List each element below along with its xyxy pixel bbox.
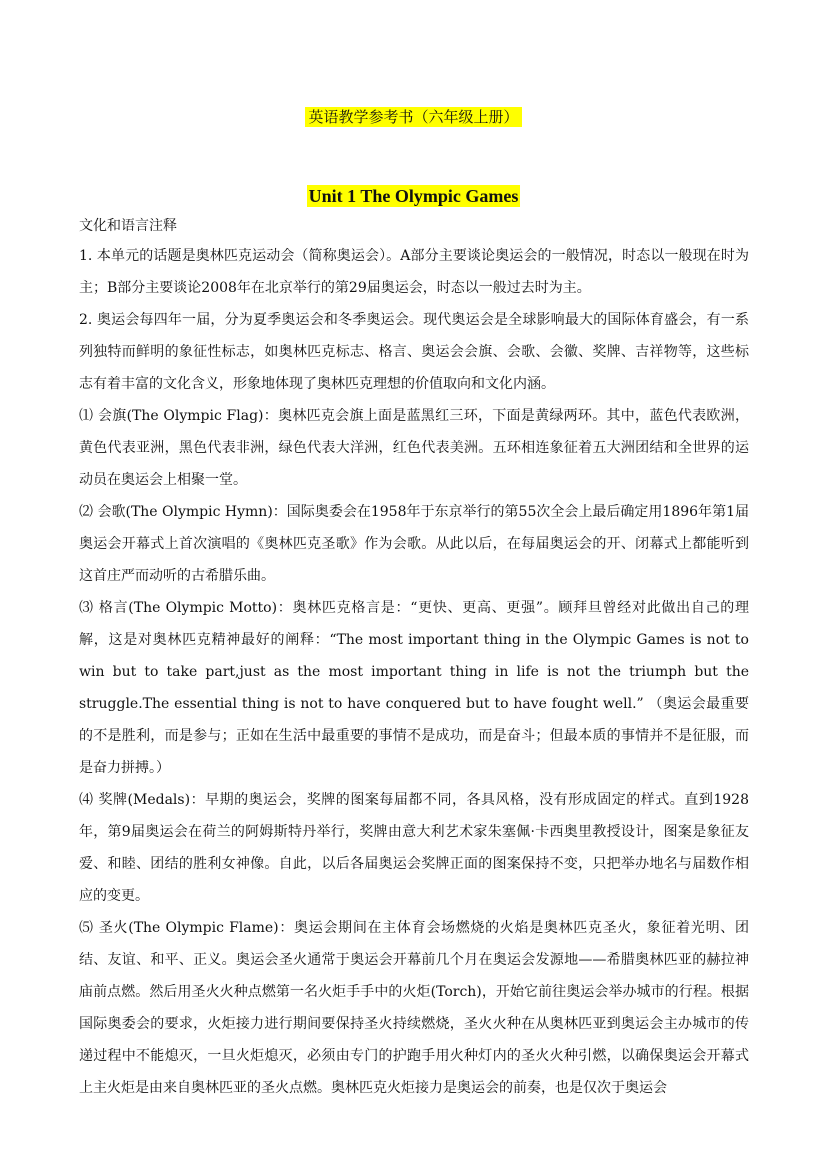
paragraph-olympic-overview: 2. 奥运会每四年一届，分为夏季奥运会和冬季奥运会。现代奥运会是全球影响最大的国际体育盛会，有一系列独特而鲜明的象征性标志，如奥林匹克标志、格言、奥运会会旗、会歌、会徽、奖牌、吉祥物等，这些标志有着丰富的文化含义，形象地体现了奥林匹克理想的价值取向和文化内涵。 <box>79 312 749 392</box>
document-body <box>79 212 749 1104</box>
paragraph-medals: ⑷ 奖牌(Medals)：早期的奥运会，奖牌的图案每届都不同，各具风格，没有形成固定的样式。直到1928年，第9届奥运会在荷兰的阿姆斯特丹举行，奖牌由意大利艺术家朱塞佩·卡西奥里教授设计，图案是象征友爱、和睦、团结的胜利女神像。自此，以后各届奥运会奖牌正面的图案保持不变，只把举办地名与届数作相应的变更。 <box>79 792 749 904</box>
paragraph-olympic-hymn: ⑵ 会歌(The Olympic Hymn)：国际奥委会在1958年于东京举行的第55次全会上最后确定用1896年第1届奥运会开幕式上首次演唱的《奥林匹克圣歌》作为会歌。从此以后，在每届奥运会的开、闭幕式上都能听到这首庄严而动听的古希腊乐曲。 <box>79 504 749 584</box>
paragraph-olympic-motto: ⑶ 格言(The Olympic Motto)：奥林匹克格言是：“更快、更高、更强”。顾拜旦曾经对此做出自己的理解，这是对奥林匹克精神最好的阐释：“The most important thing in the Olympic Games is not to win but to take part,just as the most important thing in life is not the triumph but the struggle.The essential thing is not to have conquered but to have fought well.” （奥运会最重要的不是胜利，而是参与；正如在生活中最重要的事情不是成功，而是奋斗；但最本质的事情并不是征服，而是奋力拼搏。） <box>79 600 749 776</box>
unit-title <box>0 184 827 208</box>
paragraph-olympic-flag: ⑴ 会旗(The Olympic Flag)：奥林匹克会旗上面是蓝黑红三环，下面是黄绿两环。其中，蓝色代表欧洲，黄色代表亚洲，黑色代表非洲，绿色代表大洋洲，红色代表美洲。五环相连象征着五大洲团结和全世界的运动员在奥运会上相聚一堂。 <box>79 408 749 488</box>
paragraph-topic: 1. 本单元的话题是奥林匹克运动会（简称奥运会）。A部分主要谈论奥运会的一般情况，时态以一般现在时为主；B部分主要谈论2008年在北京举行的第29届奥运会，时态以一般过去时为主。 <box>79 248 749 296</box>
paragraph-olympic-flame: ⑸ 圣火(The Olympic Flame)：奥运会期间在主体育会场燃烧的火焰是奥林匹克圣火，象征着光明、团结、友谊、和平、正义。奥运会圣火通常于奥运会开幕前几个月在奥运会发源地——希腊奥林匹亚的赫拉神庙前点燃。然后用圣火火种点燃第一名火炬手手中的火炬(Torch)，开始它前往奥运会举办城市的行程。根据国际奥委会的要求，火炬接力进行期间要保持圣火持续燃烧，圣火火种在从奥林匹亚到奥运会主办城市的传递过程中不能熄灭，一旦火炬熄灭，必须由专门的护跑手用火种灯内的圣火火种引燃，以确保奥运会开幕式上主火炬是由来自奥林匹亚的圣火点燃。奥林匹克火炬接力是奥运会的前奏，也是仅次于奥运会 <box>79 920 749 1096</box>
book-title <box>0 106 827 128</box>
section-heading: 文化和语言注释 <box>79 218 177 234</box>
unit-title-text: Unit 1 The Olympic Games <box>308 186 519 206</box>
book-title-text: 英语教学参考书（六年级上册） <box>305 107 521 127</box>
